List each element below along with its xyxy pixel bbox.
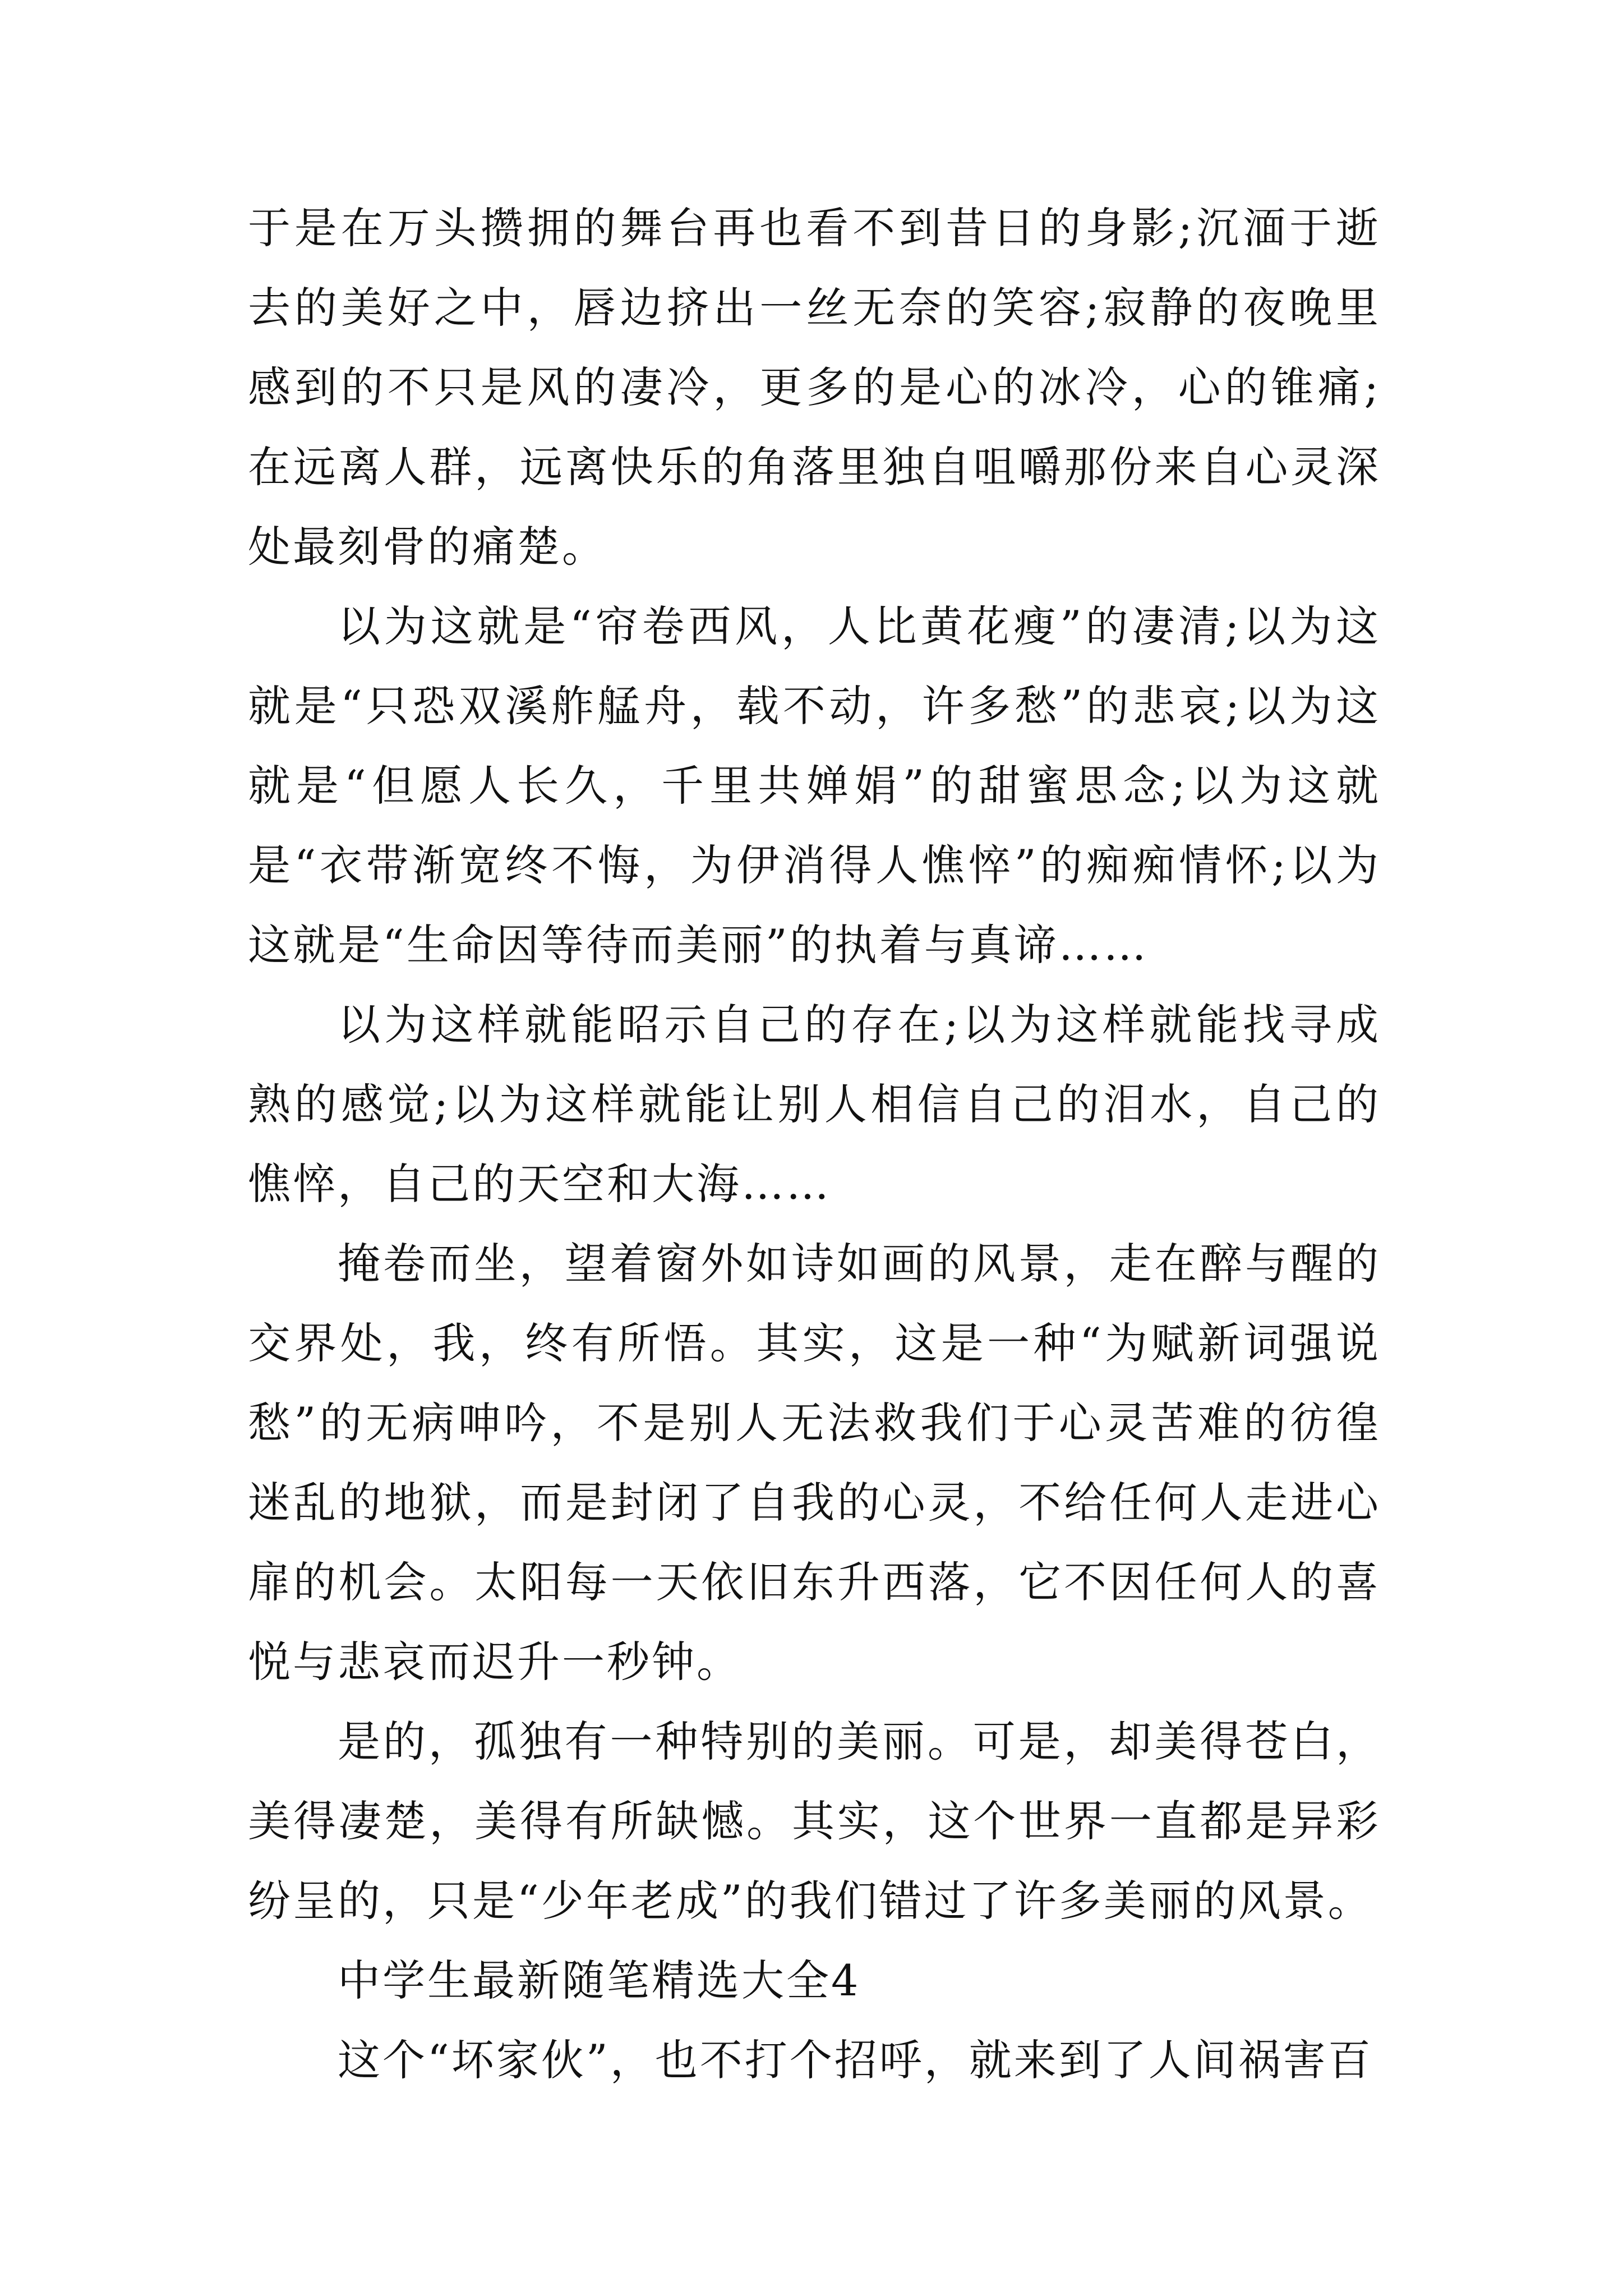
document-body	[248, 188, 1381, 2100]
paragraph-3: 以为这样就能昭示自己的存在;以为这样就能找寻成熟的感觉;以为这样就能让别人相信自己的泪水，自己的憔悴，自己的天空和大海……	[248, 1000, 1381, 1209]
paragraph-4: 掩卷而坐，望着窗外如诗如画的风景，走在醉与醒的交界处，我，终有所悟。其实，这是一种“为赋新词强说愁”的无病呻吟，不是别人无法救我们于心灵苦难的彷徨迷乱的地狱，而是封闭了自我的心灵，不给任何人走进心扉的机会。太阳每一天依旧东升西落，它不因任何人的喜悦与悲哀而迟升一秒钟。	[248, 1239, 1381, 1687]
section-heading: 中学生最新随笔精选大全4	[338, 1955, 861, 2005]
paragraph-1: 于是在万头攒拥的舞台再也看不到昔日的身影;沉湎于逝去的美好之中，唇边挤出一丝无奈的笑容;寂静的夜晚里感到的不只是风的凄冷，更多的是心的冰冷，心的锥痛;在远离人群，远离快乐的角落里独自咀嚼那份来自心灵深处最刻骨的痛楚。	[248, 203, 1381, 572]
paragraph-6: 这个“坏家伙”，也不打个招呼，就来到了人间祸害百	[338, 2035, 1373, 2085]
paragraph-5: 是的，孤独有一种特别的美丽。可是，却美得苍白，美得凄楚，美得有所缺憾。其实，这个世界一直都是异彩纷呈的，只是“少年老成”的我们错过了许多美丽的风景。	[248, 1717, 1381, 1926]
paragraph-2: 以为这就是“帘卷西风，人比黄花瘦”的凄清;以为这就是“只恐双溪舴艋舟，载不动，许多愁”的悲哀;以为这就是“但愿人长久，千里共婵娟”的甜蜜思念;以为这就是“衣带渐宽终不悔，为伊消得人憔悴”的痴痴情怀;以为这就是“生命因等待而美丽”的执着与真谛……	[248, 601, 1381, 970]
